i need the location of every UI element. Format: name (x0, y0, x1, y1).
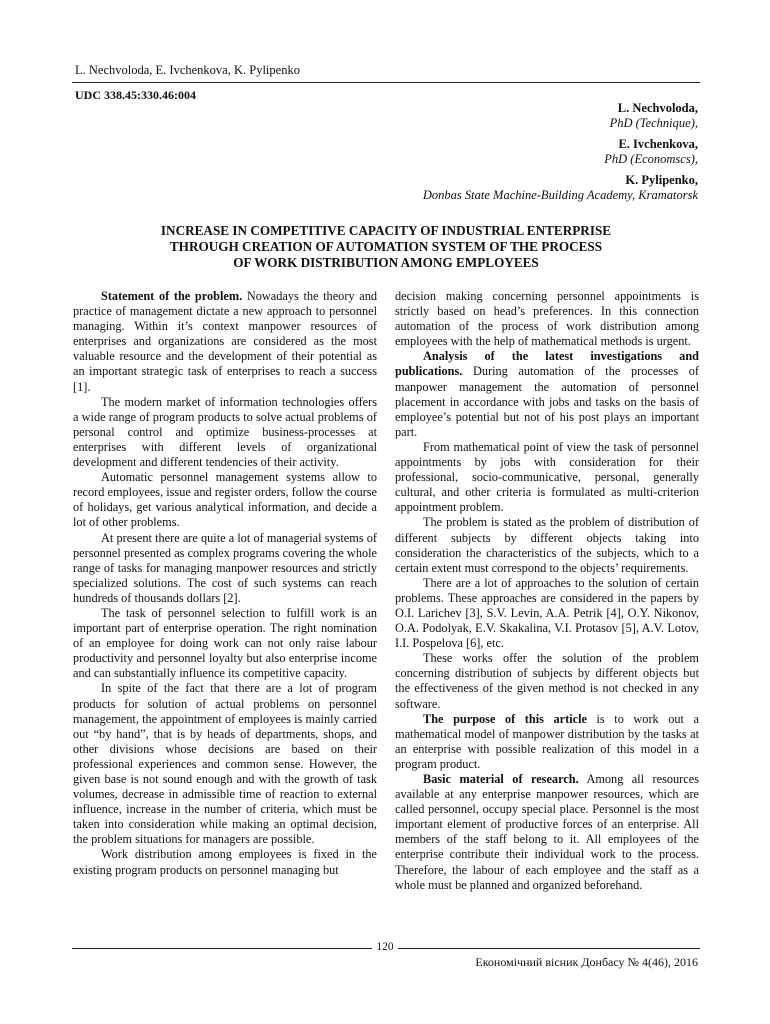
paragraph-text: is to work out a mathematical model of manpower distribution by the tasks at an enterprise with possible realization of this model in a program product. (395, 711, 699, 771)
paragraph (73, 289, 377, 395)
paragraph (395, 349, 699, 440)
title-line: INCREASE IN COMPETITIVE CAPACITY OF INDUSTRIAL ENTERPRISE (160, 223, 612, 238)
paragraph: The problem is stated as the problem of distribution of different subjects by different objects taking into consideration the characteristics of the subjects, which to a certain extent must correspond to the objects’ requirements. (395, 515, 699, 575)
section-heading: Basic material of research. (423, 772, 579, 786)
footer-rule (398, 948, 700, 949)
paragraph: decision making concerning personnel appointments is strictly based on head’s preferences. In this connection automation of the process of work distribution among employees with the help of mathematical methods is urgent. (395, 289, 699, 349)
paragraph-text: During automation of the processes of manpower management the automation of personnel placement in accordance with jobs and tasks on the basis of employee’s potential but not of his post plays an important part. (395, 364, 699, 439)
paragraph (395, 772, 699, 893)
author-affiliation: Donbas State Machine-Building Academy, Kramatorsk (422, 188, 698, 202)
title-line: OF WORK DISTRIBUTION AMONG EMPLOYEES (233, 255, 539, 270)
paragraph-text: Among all resources available at any enterprise manpower resources, which are called personnel, occupy special place. Personnel is the most important element of productive forces of an enterprise. All members of the staff belong to it. All employees of the enterprise contribute their individual work to the process. Therefore, the labour of each employee and the staff as a whole must be planned and organized beforehand. (395, 772, 699, 892)
paragraph: These works offer the solution of the problem concerning distribution of subjects by different objects but the effectiveness of the given method is not checked in any software. (395, 651, 699, 711)
running-head: L. Nechvoloda, E. Ivchenkova, K. Pylipenko (75, 63, 300, 77)
right-column (395, 289, 699, 893)
paragraph-text: Nowadays the theory and practice of management dictate a new approach to personnel managing. Within it’s context manpower resources of enterprises and organizations are considered as the most valuable resource and the development of their potential as an important strategic task of enterprises to reach a success [1]. (73, 289, 377, 394)
author-degree: PhD (Technique), (609, 116, 698, 130)
article-title (72, 223, 700, 271)
author-name: L. Nechvoloda, (617, 101, 698, 115)
paragraph: There are a lot of approaches to the solution of certain problems. These approaches are considered in the papers by O.I. Larichev [3], S.V. Levin, A.A. Petrik [4], O.Y. Nikonov, O.A. Podolyak, E.V. Skakalina, V.I. Protasov [5], A.V. Lotov, I.I. Pospelova [6], etc. (395, 575, 699, 651)
paragraph (395, 712, 699, 772)
paragraph: In spite of the fact that there are a lot of program products for solution of actual problems on personnel management, the appointment of employees is mainly carried out “by hand”, that is by heads of departments, shops, and other divisions whose decisions are based on their professional experiences and common sense. However, the given base is not sound enough and with the growth of task volumes, decrease in admissible time of reaction to external influence, increase in the number of criteria, which must be taken into consideration while making an optimal decision, the problem situations for managers are possible. (73, 681, 377, 847)
paragraph: At present there are quite a lot of managerial systems of personnel presented as complex programs covering the whole range of tasks for managing manpower resources and strictly specialized solutions. The cost of such systems can reach hundreds of thousands dollars [2]. (73, 530, 377, 605)
left-column (73, 289, 377, 878)
author-name: K. Pylipenko, (625, 173, 698, 187)
journal-name: Економічний вісник Донбасу № 4(46), 2016 (475, 955, 698, 969)
page-number: 120 (376, 941, 394, 953)
author-name: E. Ivchenkova, (618, 137, 698, 151)
udc-code: UDC 338.45:330.46:004 (75, 88, 196, 102)
section-heading: The purpose of this article (423, 711, 587, 726)
paragraph: The modern market of information technologies offers a wide range of program products to solve actual problems of personal control and optimize business-processes at enterprises with different levels of organizational development and different tendencies of their activity. (73, 394, 377, 470)
header-rule (72, 82, 700, 83)
footer-rule (72, 948, 372, 949)
paragraph: Work distribution among employees is fixed in the existing program products on personnel managing but (73, 847, 377, 877)
section-heading: Statement of the problem. (101, 289, 243, 303)
title-line: THROUGH CREATION OF AUTOMATION SYSTEM OF THE PROCESS (169, 239, 603, 254)
paragraph: The task of personnel selection to fulfill work is an important part of enterprise operation. The right nomination of an employee for doing work can not only raise labour productivity and personnel loyalty but also enterprise income and can substantially influence its competitive capacity. (73, 605, 377, 681)
author-degree: PhD (Economsсs), (604, 152, 698, 166)
section-heading: Analysis of the latest investigations and publications. (395, 349, 699, 379)
author-block (198, 101, 698, 209)
paragraph: Automatic personnel management systems allow to record employees, issue and register orders, follow the course of holidays, get various analytical information, and decide a lot of other problems. (73, 470, 377, 530)
paragraph: From mathematical point of view the task of personnel appointments by jobs with consideration for their professional, socio-communicative, personal, generally cultural, and other criteria is formulated as multi-criterion appointment problem. (395, 439, 699, 515)
